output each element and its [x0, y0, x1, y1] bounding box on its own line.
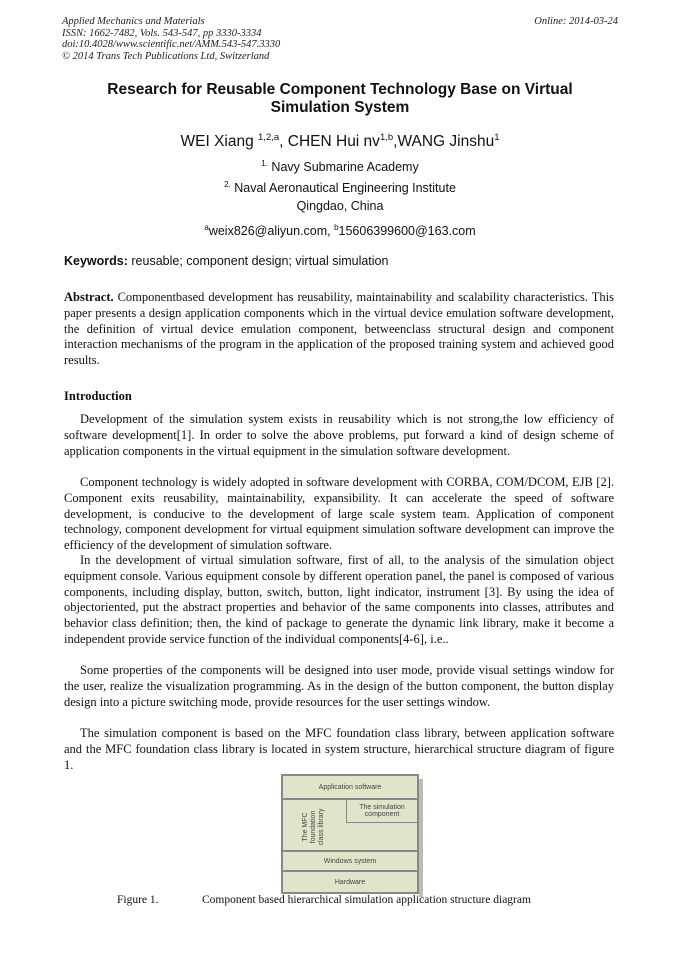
abstract-text: Componentbased development has reusability, maintainability and scalability characteristics. This paper presents a design application components which in the virtual device emulation software development, the definition of virtual device emulation component, betweenclass structural design and component interaction mechanisms of the program in the application of the proposed training system and achieved good results. — [64, 290, 614, 368]
issn-line: ISSN: 1662-7482, Vols. 543-547, pp 3330-3334 — [62, 27, 262, 39]
layer-application-software — [282, 775, 418, 799]
keywords-line — [64, 254, 616, 269]
online-date: Online: 2014-03-24 — [534, 16, 618, 27]
affiliation-1-text: Navy Submarine Academy — [267, 160, 419, 175]
title-line-2: Simulation System — [270, 99, 410, 116]
author-1-sup: 1,2,a — [258, 132, 280, 143]
affiliation-1 — [62, 156, 618, 175]
body-paragraph-1: Development of the simulation system exists in reusability which is not strong,the low efficiency of software development[1]. In order to solve the above problems, put forward a kind of design scheme of application components in the virtual equipment in the simulation software development. — [64, 412, 614, 458]
title-line-1: Research for Reusable Component Technology Base on Virtual — [107, 81, 573, 98]
email-a-sup: a — [204, 223, 209, 232]
author-3-sup: 1 — [494, 132, 500, 143]
author-1: WEI Xiang — [180, 133, 259, 151]
body-paragraph-3: In the development of virtual simulation software, first of all, to the analysis of the simulation object equipment console. Various equipment console by different operation panel, the panel is composed of various components, including display, button, switch, button, light indicator, instrument [3]. By using the idea of objectoriented, put the abstract properties and behavior of the same components into classes, attributes and behavior class definition; then, the kind of package to generate the dynamic link library, make it become a independent provide service function of the individual components[4-6], i.e.. — [64, 553, 614, 646]
affiliation-2-text: Naval Aeronautical Engineering Institute — [230, 181, 456, 196]
email-a: weix826@aliyun.com, — [208, 224, 335, 239]
affiliation-2 — [62, 177, 618, 196]
paper-title — [62, 81, 618, 117]
page-header — [62, 16, 618, 62]
figure-shadow — [419, 779, 423, 897]
layer-application-software-label: Application software — [318, 783, 382, 791]
author-2-sup: 1,b — [379, 132, 394, 143]
layer-simulation-component-label: The simulation component — [359, 804, 405, 818]
figure-caption-text: Component based hierarchical simulation application structure diagram — [202, 894, 531, 906]
abstract-label: Abstract. — [64, 290, 114, 304]
doi-line: doi:10.4028/www.scientific.net/AMM.543-547.3330 — [62, 39, 281, 50]
figure-caption-number: Figure 1. — [117, 894, 159, 906]
abstract-paragraph — [64, 290, 614, 369]
layer-hardware — [282, 871, 418, 893]
body-paragraph-5: The simulation component is based on the MFC foundation class library, between application software and the MFC foundation class library is located in system structure, hierarchical structure diagram of figure 1. — [64, 726, 614, 772]
journal-name: Applied Mechanics and Materials — [62, 16, 205, 27]
body-paragraph-2: Component technology is widely adopted in software development with CORBA, COM/DCOM, EJB [2]. Component exits reusability, maintainability, expansibility. It can accelerate the speed of software development, is conducive to the development of large scale system team. Application of component technology, component development for virtual equipment simulation software development can improve the efficiency of the development of simulation software. — [64, 475, 614, 553]
authors-line — [62, 128, 618, 152]
email-b-sup: b — [334, 223, 339, 232]
mfc-library-label: The MFC foundation class library — [302, 808, 325, 846]
affiliation-1-sup: 1. — [261, 159, 268, 168]
figure-1-diagram — [281, 774, 419, 894]
layer-simulation-component — [346, 799, 418, 823]
keywords-text: reusable; component design; virtual simulation — [127, 254, 389, 268]
keywords-label: Keywords: — [64, 254, 128, 268]
section-heading-introduction: Introduction — [64, 389, 132, 403]
affiliation-city: Qingdao, China — [296, 199, 384, 213]
author-3: ,WANG Jinshu — [393, 133, 495, 151]
author-2: , CHEN Hui nv — [279, 133, 380, 151]
affiliation-2-sup: 2. — [224, 180, 231, 189]
email-b: 15606399600@163.com — [338, 224, 476, 239]
layer-windows-system-label: Windows system — [323, 857, 377, 865]
layer-hardware-label: Hardware — [334, 878, 366, 886]
body-paragraph-4: Some properties of the components will be designed into user mode, provide visual settings window for the user, realize the visualization programming. As in the design of the button component, the button display design into a picture switching mode, provide resources for the user settings window. — [64, 663, 614, 709]
copyright-line: © 2014 Trans Tech Publications Ltd, Switzerland — [62, 50, 270, 62]
email-line — [62, 220, 618, 239]
layer-windows-system — [282, 851, 418, 871]
